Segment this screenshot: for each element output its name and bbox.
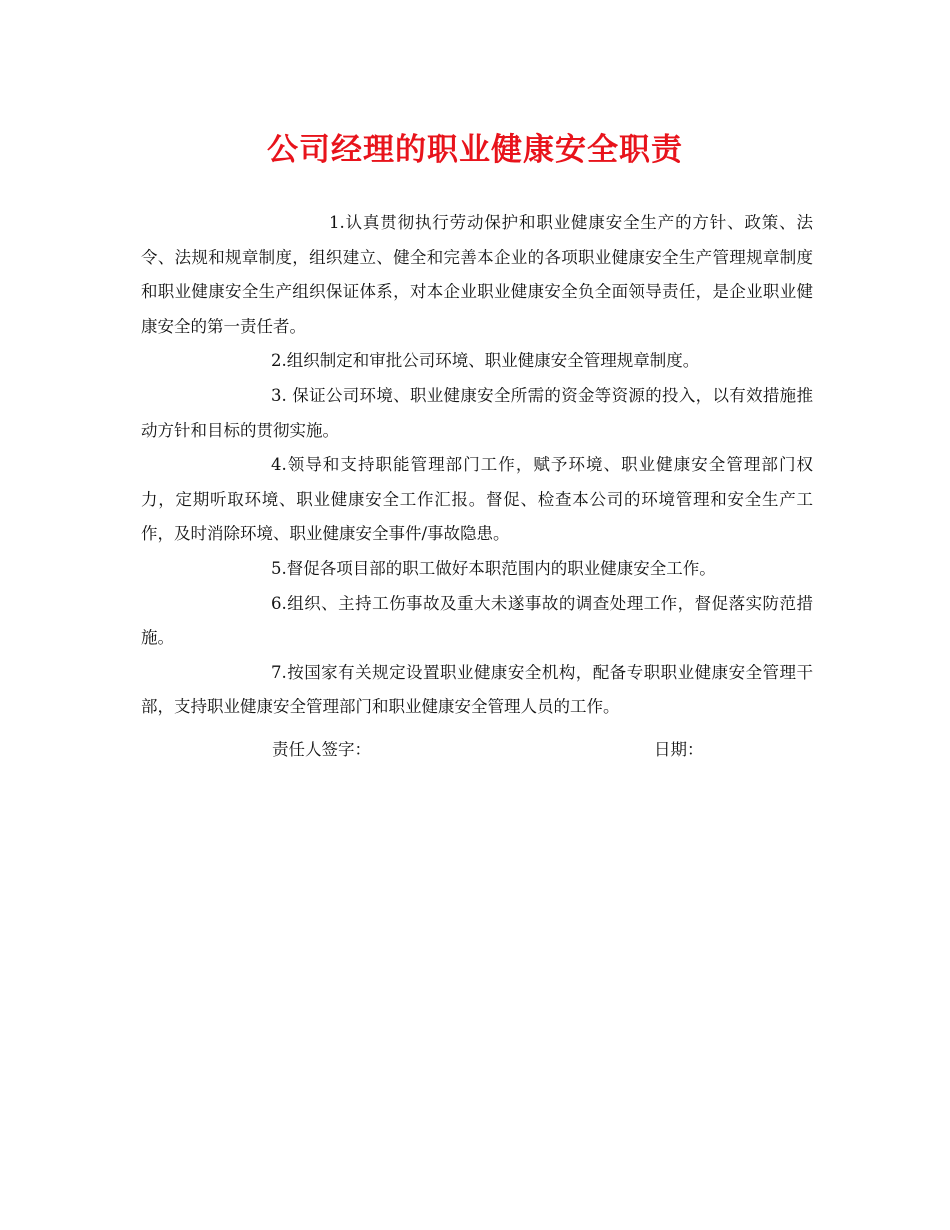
duty-item-5: 5.督促各项目部的职工做好本职范围内的职业健康安全工作。: [271, 558, 716, 578]
duty-item-2: 2.组织制定和审批公司环境、职业健康安全管理规章制度。: [271, 351, 700, 371]
date-label: 日期：: [654, 740, 704, 759]
duty-item-3: 3. 保证公司环境、职业健康安全所需的资金等资源的投入，以有效措施推动方针和目标的贯彻实施。: [141, 385, 813, 440]
duty-item-6: 6.组织、主持工伤事故及重大未遂事故的调查处理工作，督促落实防范措施。: [141, 593, 813, 648]
duty-item-1: 1.认真贯彻执行劳动保护和职业健康安全生产的方针、政策、法令、法规和规章制度，组织建立、健全和完善本企业的各项职业健康安全生产管理规章制度和职业健康安全生产组织保证体系，对本企业职业健康安全负全面领导责任，是企业职业健康安全的第一责任者。: [141, 213, 813, 336]
duty-item-4: 4.领导和支持职能管理部门工作，赋予环境、职业健康安全管理部门权力，定期听取环境、职业健康安全工作汇报。督促、检查本公司的环境管理和安全生产工作，及时消除环境、职业健康安全事件/事故隐患。: [141, 455, 813, 544]
signature-label: 责任人签字：: [272, 740, 371, 759]
duty-item-7: 7.按国家有关规定设置职业健康安全机构，配备专职职业健康安全管理干部，支持职业健康安全管理部门和职业健康安全管理人员的工作。: [141, 662, 813, 717]
document-body: [141, 206, 813, 725]
document-title: 公司经理的职业健康安全职责: [267, 132, 683, 168]
